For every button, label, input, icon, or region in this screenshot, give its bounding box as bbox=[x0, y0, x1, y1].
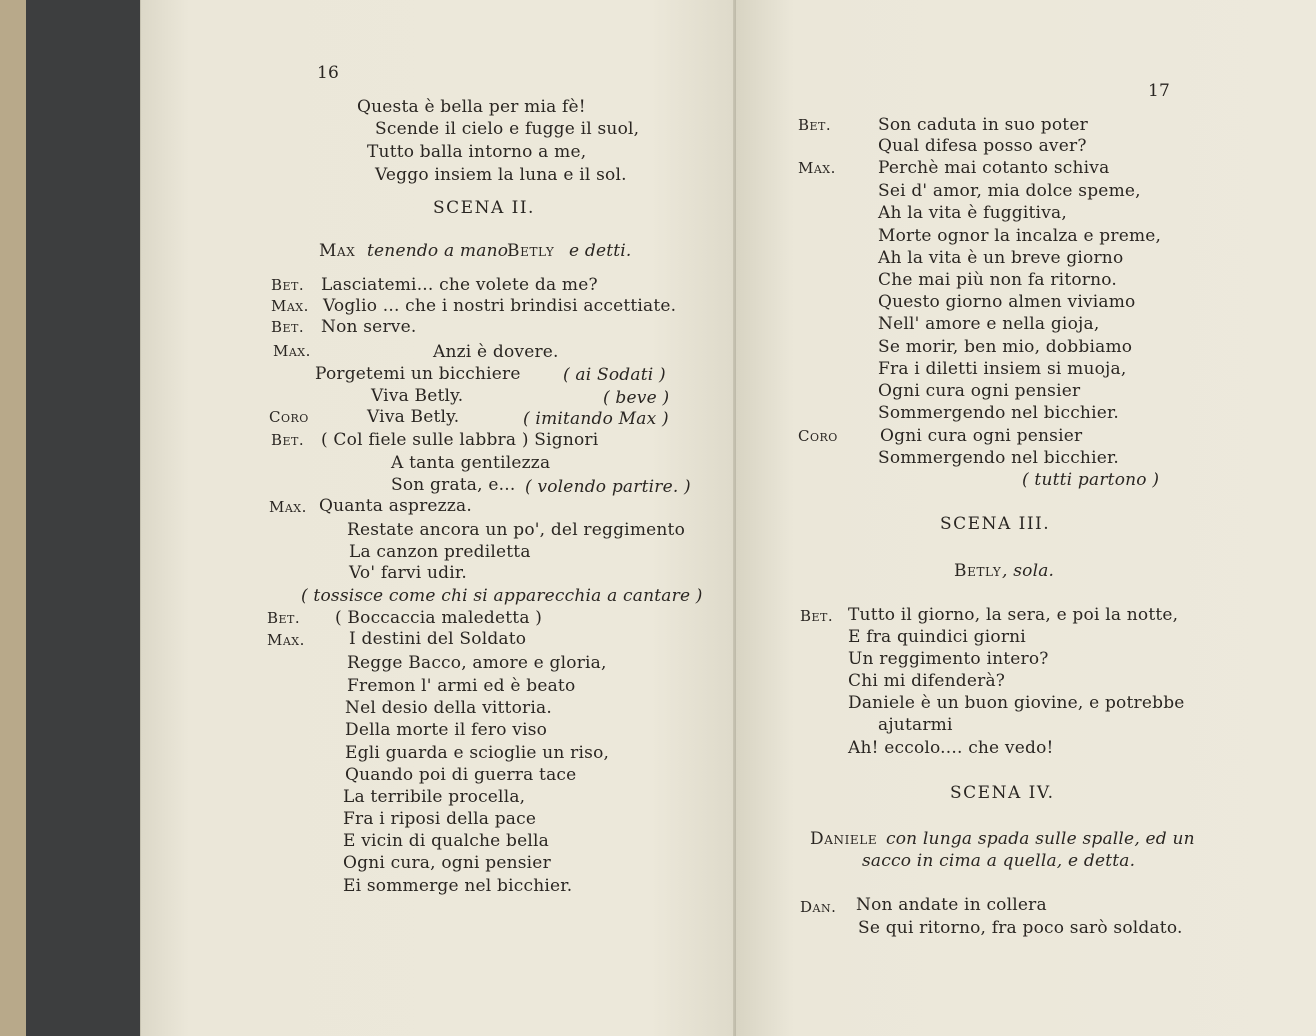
text-line: Un reggimento intero? bbox=[848, 649, 1049, 669]
text-line: Tutto balla intorno a me, bbox=[367, 142, 587, 162]
text-line: Se morir, ben mio, dobbiamo bbox=[878, 337, 1133, 357]
left-page bbox=[140, 0, 740, 1036]
speaker-label: Bet. bbox=[271, 276, 305, 294]
page-number: 17 bbox=[1148, 81, 1171, 101]
text-line: Vo' farvi udir. bbox=[349, 563, 467, 583]
text-line: Quanta asprezza. bbox=[319, 496, 472, 516]
scene-heading: SCENA II. bbox=[433, 198, 535, 218]
speaker-label: Bet. bbox=[271, 431, 305, 449]
page-number: 16 bbox=[317, 63, 340, 83]
text-line: Che mai più non fa ritorno. bbox=[878, 270, 1118, 290]
text-line: A tanta gentilezza bbox=[391, 453, 551, 473]
stage-direction: ( ai Sodati ) bbox=[563, 365, 666, 385]
stage-direction: tenendo a mano bbox=[367, 241, 509, 261]
text-line: Ah la vita è fuggitiva, bbox=[878, 203, 1067, 223]
text-line: Chi mi difenderà? bbox=[848, 671, 1006, 691]
text-line: I destini del Soldato bbox=[349, 629, 527, 649]
text-line: Sommergendo nel bicchier. bbox=[878, 448, 1120, 468]
text-line: Questa è bella per mia fè! bbox=[357, 97, 586, 117]
text-line: Anzi è dovere. bbox=[433, 342, 559, 362]
text-line: Daniele è un buon giovine, e potrebbe bbox=[848, 693, 1185, 713]
speaker-label: Max. bbox=[798, 159, 836, 177]
text-line: Morte ognor la incalza e preme, bbox=[878, 226, 1162, 246]
speaker-label: Max. bbox=[271, 297, 309, 315]
text-line: Regge Bacco, amore e gloria, bbox=[347, 653, 607, 673]
text-line: Se qui ritorno, fra poco sarò soldato. bbox=[858, 918, 1183, 938]
text-line: Fremon l' armi ed è beato bbox=[347, 676, 576, 696]
text-line: Son caduta in suo poter bbox=[878, 115, 1088, 135]
text-line: Ogni cura ogni pensier bbox=[880, 426, 1083, 446]
character-name: Daniele bbox=[810, 829, 878, 849]
text-line: Viva Betly. bbox=[367, 407, 460, 427]
character-name: Betly bbox=[507, 241, 555, 261]
text-line: ajutarmi bbox=[878, 715, 953, 735]
scene-heading: SCENA III. bbox=[940, 514, 1051, 534]
stage-direction: sacco in cima a quella, e detta. bbox=[862, 851, 1136, 871]
speaker-label: Max. bbox=[267, 631, 305, 649]
text-line: La canzon prediletta bbox=[349, 542, 531, 562]
text-line: Ah la vita è un breve giorno bbox=[878, 248, 1124, 268]
stage-direction: , sola. bbox=[1002, 561, 1055, 581]
speaker-label: Bet. bbox=[271, 318, 305, 336]
speaker-label: Max. bbox=[269, 498, 307, 516]
text-line: Qual difesa posso aver? bbox=[878, 136, 1087, 156]
text-line: Non andate in collera bbox=[856, 895, 1047, 915]
text-line: Viva Betly. bbox=[371, 386, 464, 406]
text-line: Nel desio della vittoria. bbox=[345, 698, 552, 718]
text-line: E fra quindici giorni bbox=[848, 627, 1026, 647]
text-line: Scende il cielo e fugge il suol, bbox=[375, 119, 640, 139]
text-line: Non serve. bbox=[321, 317, 417, 337]
speaker-label: Bet. bbox=[798, 116, 832, 134]
speaker-label: Bet. bbox=[267, 609, 301, 627]
speaker-label: Coro bbox=[798, 427, 838, 445]
stage-direction: ( volendo partire. ) bbox=[525, 477, 691, 497]
text-line: ( Boccaccia maledetta ) bbox=[335, 608, 543, 628]
character-name: Betly bbox=[954, 561, 1002, 581]
text-line: Ah! eccolo.... che vedo! bbox=[848, 738, 1054, 758]
text-line: Ogni cura, ogni pensier bbox=[343, 853, 551, 873]
text-line: Questo giorno almen viviamo bbox=[878, 292, 1136, 312]
stage-direction: ( tutti partono ) bbox=[1022, 470, 1160, 490]
speaker-label: Coro bbox=[269, 408, 309, 426]
text-line: Lasciatemi... che volete da me? bbox=[321, 275, 598, 295]
text-line: La terribile procella, bbox=[343, 787, 526, 807]
text-line: Porgetemi un bicchiere bbox=[315, 364, 521, 384]
text-line: Tutto il giorno, la sera, e poi la notte, bbox=[848, 605, 1179, 625]
text-line: Sommergendo nel bicchier. bbox=[878, 403, 1120, 423]
text-line: Sei d' amor, mia dolce speme, bbox=[878, 181, 1141, 201]
text-line: Restate ancora un po', del reggimento bbox=[347, 520, 686, 540]
text-line: Egli guarda e scioglie un riso, bbox=[345, 743, 610, 763]
text-line: ( Col fiele sulle labbra ) Signori bbox=[321, 430, 599, 450]
speaker-label: Max. bbox=[273, 342, 311, 360]
speaker-label: Bet. bbox=[800, 607, 834, 625]
text-line: Perchè mai cotanto schiva bbox=[878, 158, 1110, 178]
book-edge-backdrop bbox=[26, 0, 146, 1036]
character-name: Max bbox=[319, 241, 356, 261]
text-line: Nell' amore e nella gioja, bbox=[878, 314, 1100, 334]
text-line: Ogni cura ogni pensier bbox=[878, 381, 1081, 401]
stage-direction: ( tossisce come chi si apparecchia a cantare ) bbox=[301, 586, 703, 606]
text-line: Voglio ... che i nostri brindisi accettiate. bbox=[323, 296, 677, 316]
speaker-label: Dan. bbox=[800, 898, 837, 916]
text-line: Fra i riposi della pace bbox=[343, 809, 537, 829]
text-line: Quando poi di guerra tace bbox=[345, 765, 577, 785]
text-line: Veggo insiem la luna e il sol. bbox=[375, 165, 627, 185]
text-line: E vicin di qualche bella bbox=[343, 831, 549, 851]
right-page bbox=[736, 0, 1316, 1036]
scene-heading: SCENA IV. bbox=[950, 783, 1055, 803]
stage-direction: e detti. bbox=[569, 241, 632, 261]
stage-direction: ( beve ) bbox=[603, 388, 670, 408]
stage-direction: ( imitando Max ) bbox=[523, 409, 669, 429]
text-line: Della morte il fero viso bbox=[345, 720, 548, 740]
stage-direction: con lunga spada sulle spalle, ed un bbox=[886, 829, 1195, 849]
text-line: Fra i diletti insiem si muoja, bbox=[878, 359, 1127, 379]
text-line: Ei sommerge nel bicchier. bbox=[343, 876, 573, 896]
text-line: Son grata, e... bbox=[391, 475, 516, 495]
